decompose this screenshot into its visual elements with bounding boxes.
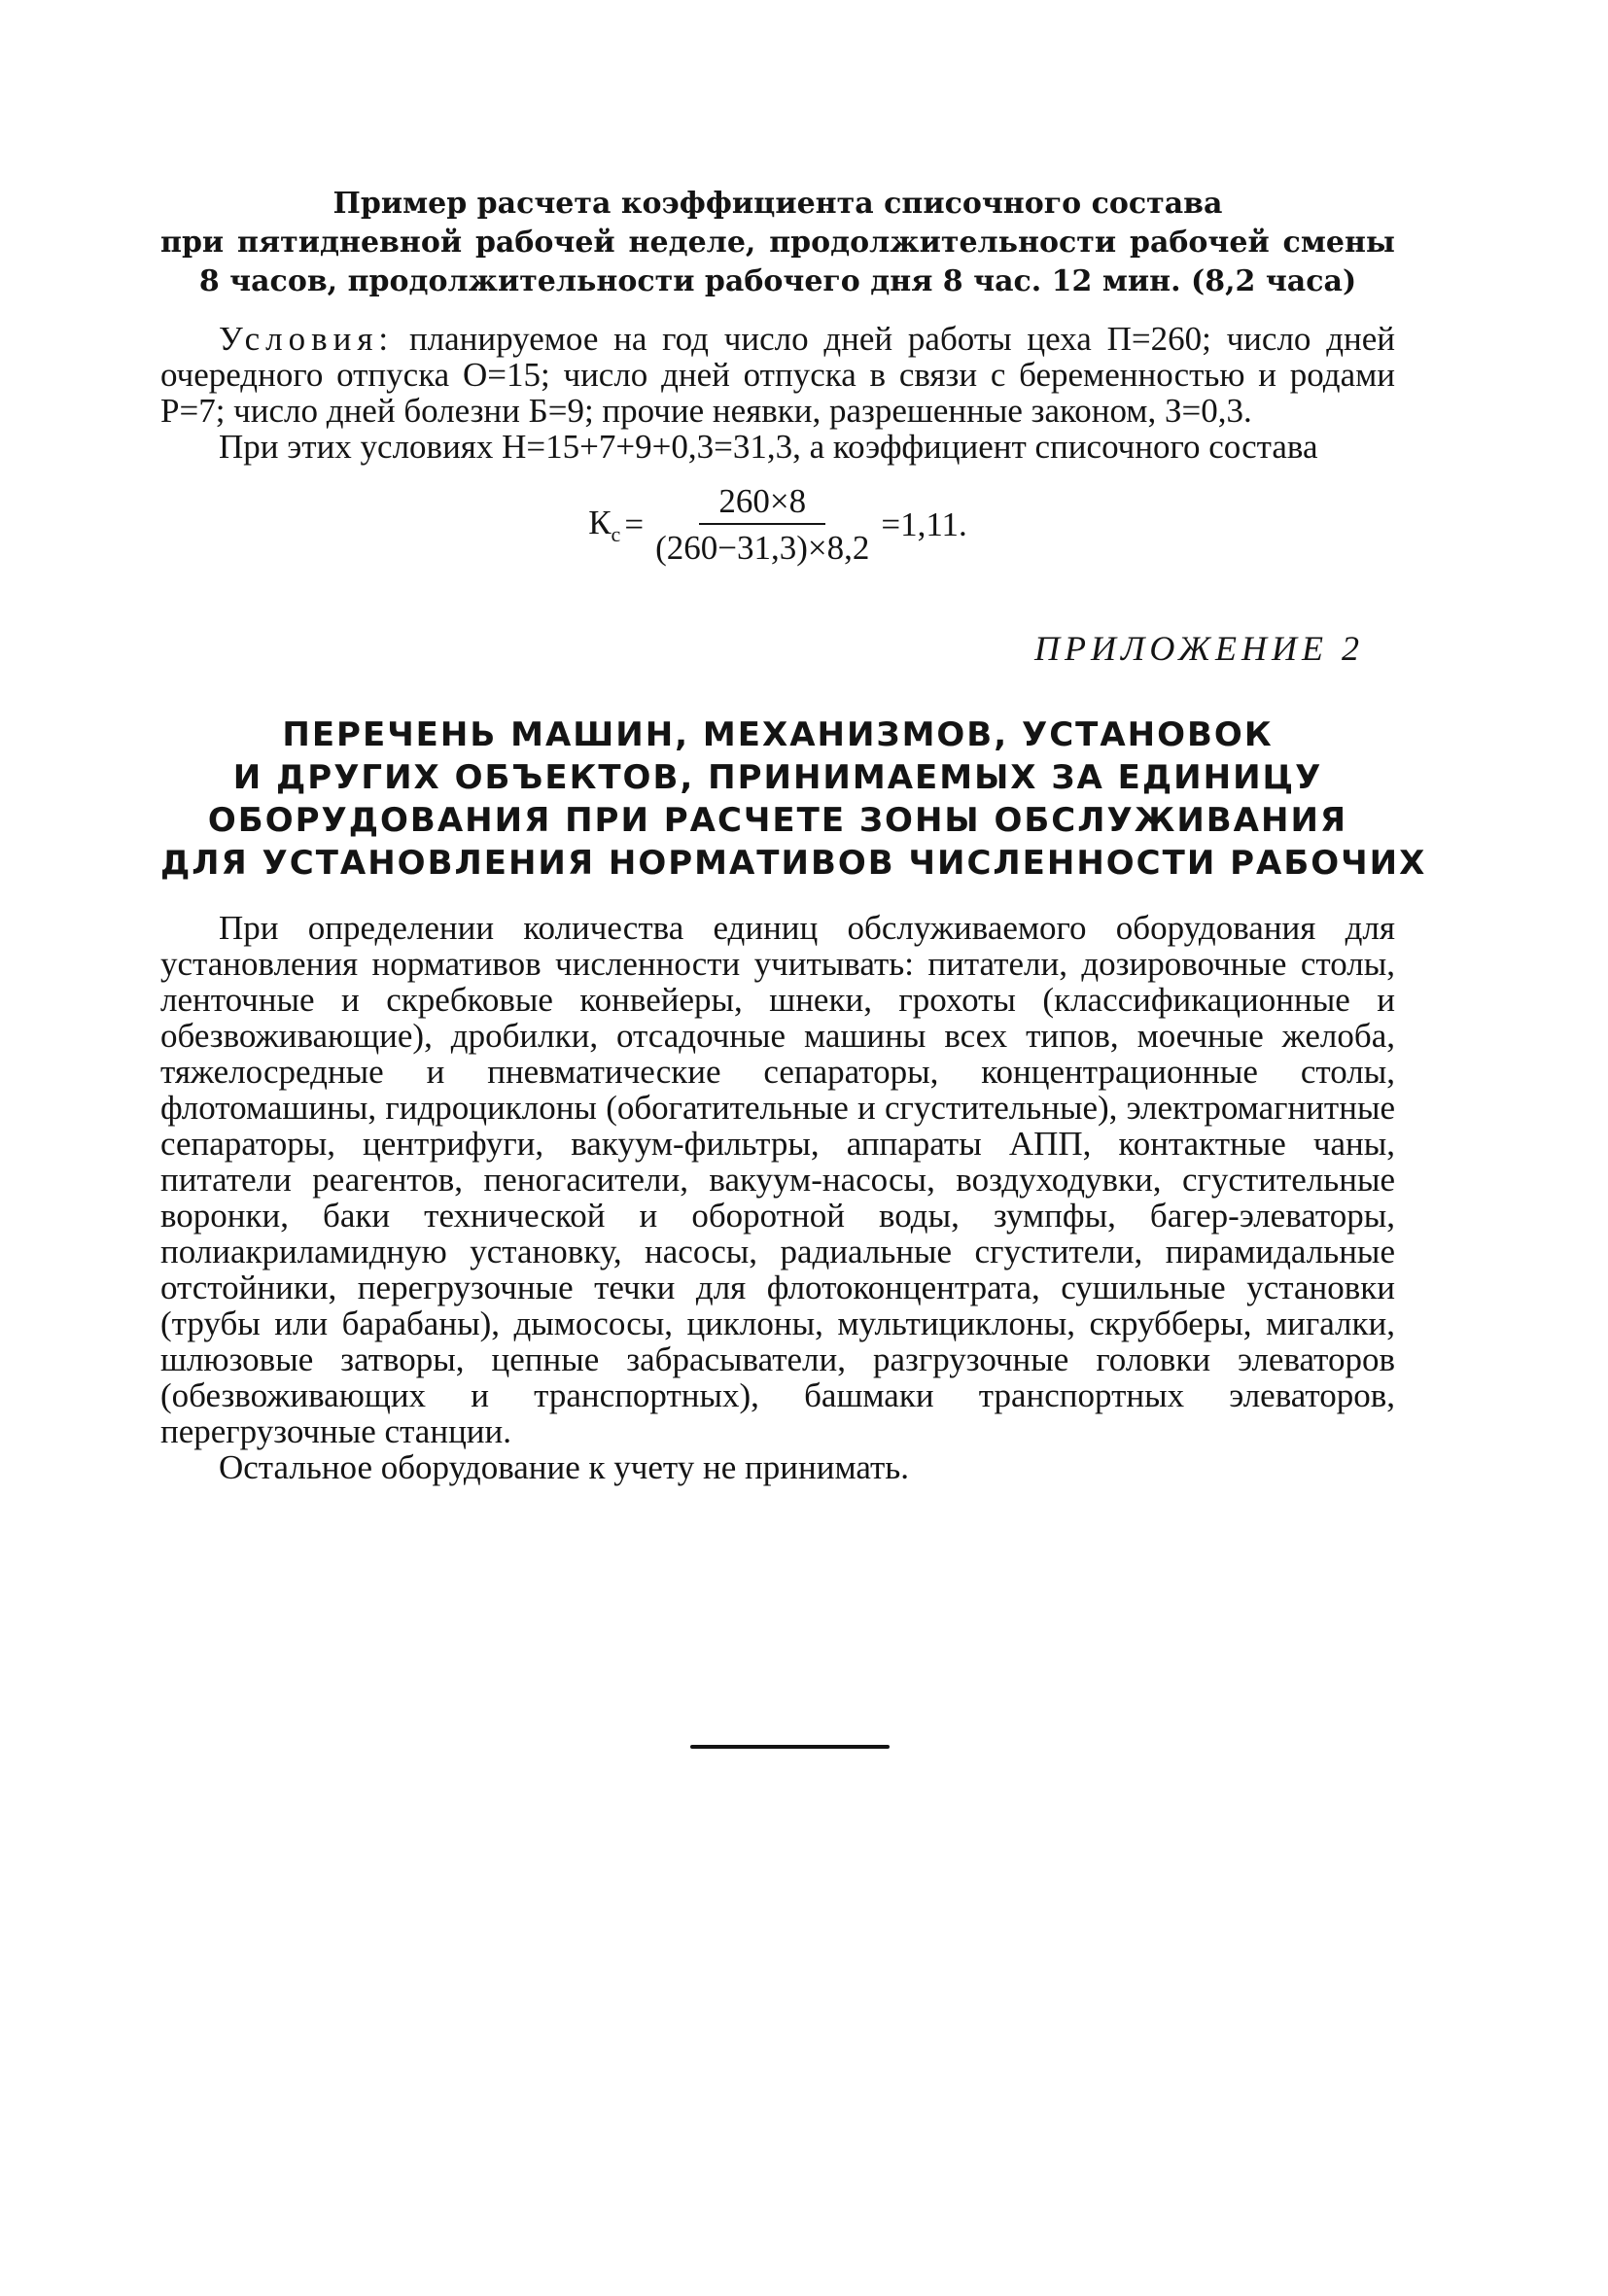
conditions-text: планируемое на год число дней работы цеха П=260; число дней очередного отпуска О=15; число дней отпуска в связи с беременностью и родами Р=7; число дней болезни Б=9; прочие неявки, разрешенные законом, З=0,3. [160, 320, 1395, 430]
example-heading [160, 185, 1395, 301]
example-heading-line-1: Пример расчета коэффициента списочного состава [332, 187, 1223, 221]
end-divider [690, 1745, 890, 1749]
equipment-list-paragraph [160, 910, 1395, 1449]
example-heading-line-2: при пятидневной рабочей неделе, продолжительности рабочей смены [160, 226, 1395, 260]
appendix-title-line-4: ДЛЯ УСТАНОВЛЕНИЯ НОРМАТИВОВ ЧИСЛЕННОСТИ РАБОЧИХ [160, 844, 1427, 883]
example-heading-line-3: 8 часов, продолжительности рабочего дня 8 час. 12 мин. (8,2 часа) [198, 264, 1357, 298]
document-page [160, 185, 1427, 1486]
formula-numerator: 260×8 [699, 482, 825, 525]
conditions-paragraph [160, 321, 1395, 429]
equipment-list-text: При определении количества единиц обслуживаемого оборудования для установления нормативов численности учитывать: питатели, дозировочные столы, ленточные и скребковые конвейеры, шнеки, грохоты (классификационные и обезвоживающие), дробилки, отсадочные машины всех типов, моечные желоба, тяжелосредные и пневматические сепараторы, концентрационные столы, флотомашины, гидроциклоны (обогатительные и сгустительные), электромагнитные сепараторы, центрифуги, вакуум-фильтры, аппараты АПП, контактные чаны, питатели реагентов, пеногасители, вакуум-насосы, воздуходувки, сгустительные воронки, баки технической и оборотной воды, зумпфы, багер-элеваторы, полиакриламидную установку, насосы, радиальные сгустители, пирамидальные отстойники, перегрузочные течки для флотоконцентрата, сушильные установки (трубы или барабаны), дымососы, циклоны, мультициклоны, скрубберы, мигалки, шлюзовые затворы, цепные забрасыватели, разгрузочные головки элеваторов (обезвоживающих и транспортных), башмаки транспортных элеваторов, перегрузочные станции. [160, 909, 1395, 1450]
result-paragraph [160, 429, 1395, 465]
formula-result: =1,11. [881, 505, 967, 543]
conditions-label: Условия: [219, 320, 395, 358]
appendix-title-line-1: ПЕРЕЧЕНЬ МАШИН, МЕХАНИЗМОВ, УСТАНОВОК [282, 715, 1274, 754]
appendix-title [160, 713, 1427, 885]
formula-denominator: (260−31,3)×8,2 [655, 529, 870, 567]
coefficient-formula [160, 482, 1395, 568]
result-text: При этих условиях Н=15+7+9+0,3=31,3, а коэффициент списочного состава [219, 428, 1318, 466]
closing-paragraph [160, 1449, 1395, 1485]
appendix-title-line-3: ОБОРУДОВАНИЯ ПРИ РАСЧЕТЕ ЗОНЫ ОБСЛУЖИВАНИЯ [207, 801, 1348, 840]
closing-text: Остальное оборудование к учету не принимать. [219, 1448, 909, 1486]
appendix-label: ПРИЛОЖЕНИЕ 2 [1034, 629, 1364, 668]
formula-lhs: $К_с$ [588, 503, 621, 546]
appendix-title-line-2: И ДРУГИХ ОБЪЕКТОВ, ПРИНИМАЕМЫХ ЗА ЕДИНИЦУ [232, 758, 1323, 797]
formula-fraction [649, 482, 875, 568]
formula-equals: = [624, 505, 645, 543]
